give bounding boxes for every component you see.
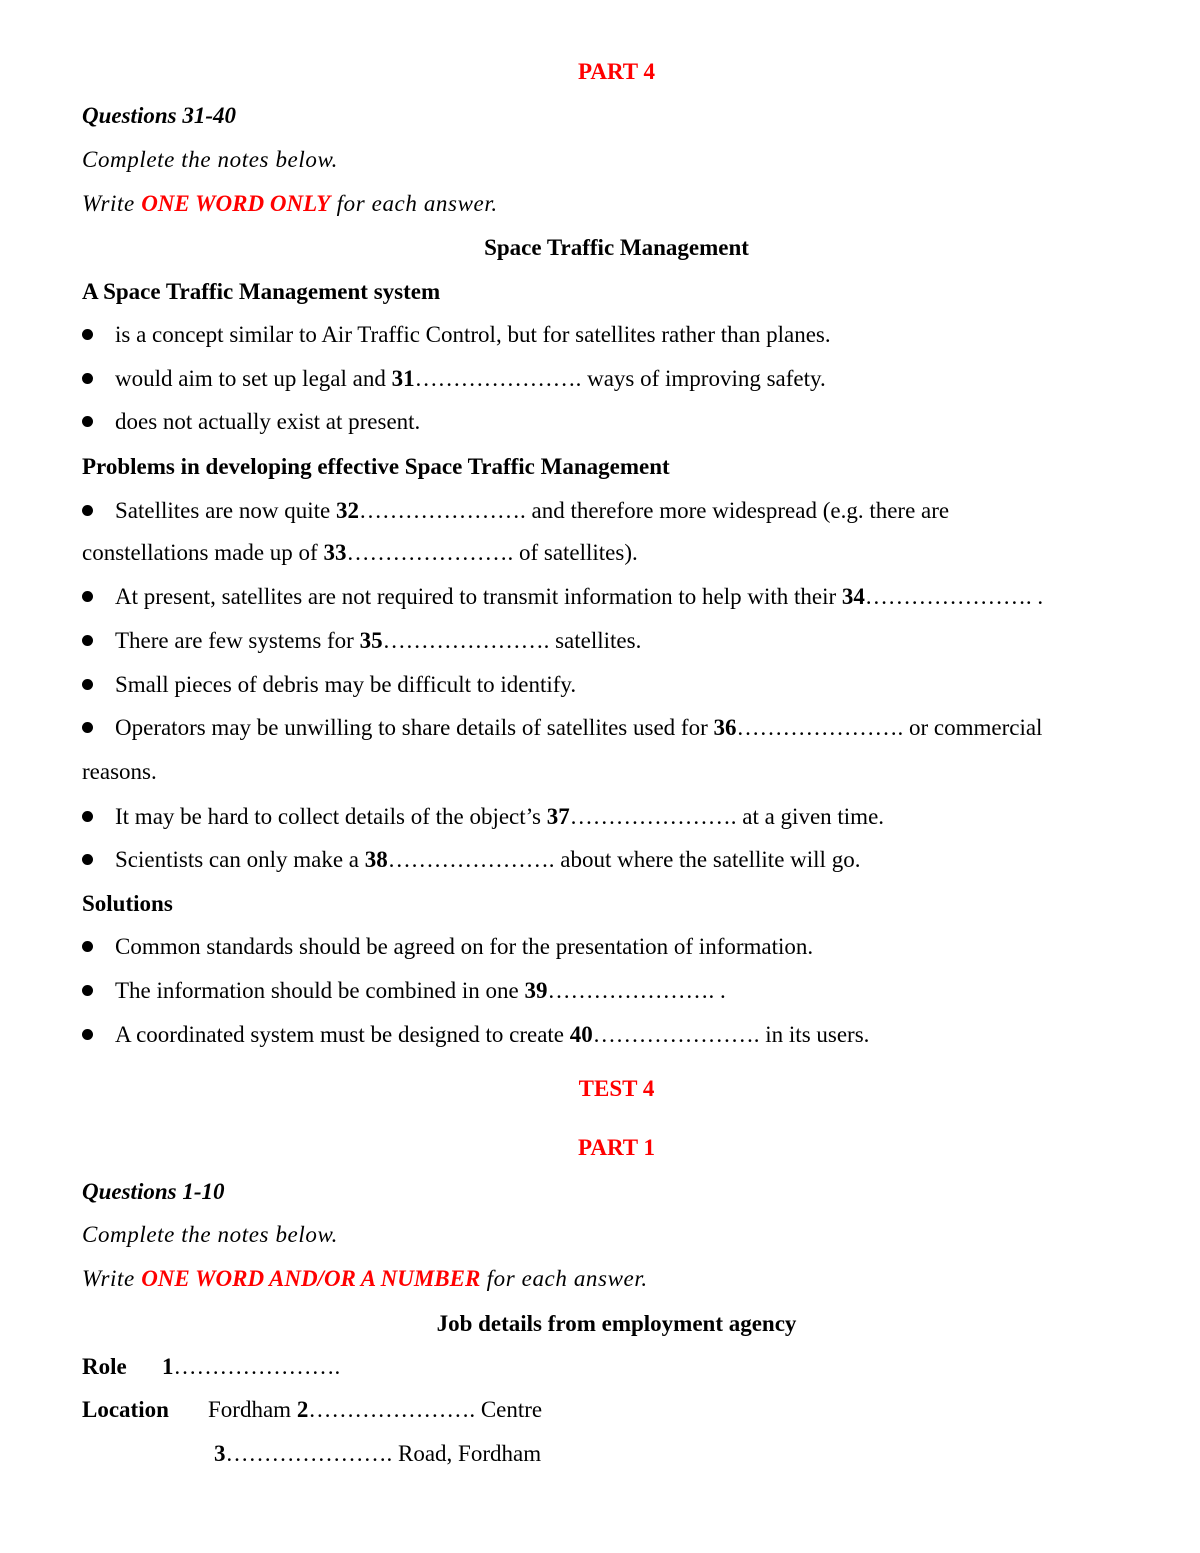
bullet-item — [82, 497, 949, 525]
bullet-item — [82, 321, 831, 349]
item-text: There are few systems for — [115, 628, 360, 653]
part1-questions: Questions 1-10 — [82, 1179, 225, 1204]
item-text: Satellites are now quite — [115, 498, 336, 523]
bullet-item — [82, 583, 1043, 611]
item-text: …………………. about where the satellite will go. — [387, 847, 861, 872]
item-text: …………………. or commercial — [736, 715, 1043, 740]
item-text: A coordinated system must be designed to create — [115, 1022, 570, 1047]
location-label: Location — [82, 1397, 169, 1422]
bullet-icon — [82, 679, 93, 690]
bullet-icon — [82, 722, 93, 733]
item-text: does not actually exist at present. — [115, 409, 421, 434]
item-text: is a concept similar to Air Traffic Control, but for satellites rather than planes. — [115, 322, 831, 347]
bullet-icon — [82, 591, 93, 602]
item-text: …………………. ways of improving safety. — [414, 366, 826, 391]
item-text: Operators may be unwilling to share details of satellites used for — [115, 715, 714, 740]
role-row — [82, 1353, 340, 1381]
bullet-item — [82, 1021, 869, 1049]
item-text: Fordham — [208, 1397, 297, 1422]
question-number: 2 — [296, 1397, 309, 1422]
bullet-icon — [82, 329, 93, 340]
bullet-item — [82, 365, 826, 393]
item-text: …………………. Road, Fordham — [225, 1441, 542, 1466]
section-heading: A Space Traffic Management system — [82, 279, 441, 304]
item-text: …………………. of satellites). — [346, 540, 638, 565]
item-text: …………………. Centre — [308, 1397, 543, 1422]
bullet-continuation: reasons. — [82, 759, 157, 784]
item-text: Scientists can only make a — [115, 847, 365, 872]
item-text: …………………. . — [864, 584, 1044, 609]
role-label: Role — [82, 1354, 127, 1379]
bullet-icon — [82, 854, 93, 865]
bullet-icon — [82, 416, 93, 427]
item-text: …………………. satellites. — [382, 628, 642, 653]
instruction-emphasis: ONE WORD AND/OR A NUMBER — [141, 1266, 481, 1291]
question-number: 38 — [364, 847, 388, 872]
part4-title: PART 4 — [578, 59, 655, 84]
item-text: …………………. in its users. — [592, 1022, 870, 1047]
test4-title: TEST 4 — [578, 1076, 655, 1101]
instruction-text: for each answer. — [480, 1266, 648, 1291]
bullet-icon — [82, 985, 93, 996]
question-number: 32 — [336, 498, 359, 523]
location-row — [82, 1396, 542, 1424]
question-number: 35 — [359, 628, 383, 653]
item-text: Small pieces of debris may be difficult to identify. — [115, 672, 577, 697]
bullet-icon — [82, 941, 93, 952]
question-number: 36 — [713, 715, 737, 740]
bullet-item — [82, 671, 576, 699]
item-text: The information should be combined in one — [115, 978, 525, 1003]
bullet-item — [82, 803, 884, 831]
question-number: 40 — [569, 1022, 593, 1047]
question-number: 31 — [391, 366, 415, 391]
item-text: …………………. . — [547, 978, 726, 1003]
item-text: It may be hard to collect details of the object’s — [115, 804, 547, 829]
bullet-item — [82, 977, 726, 1005]
question-number: 3 — [214, 1441, 226, 1466]
instruction-text: for each answer. — [330, 191, 498, 216]
item-text: Common standards should be agreed on for the presentation of information. — [115, 934, 814, 959]
question-number: 34 — [841, 584, 865, 609]
bullet-icon — [82, 811, 93, 822]
location-row-2 — [214, 1440, 541, 1468]
answer-blank: …………………. — [173, 1354, 341, 1379]
instruction-text: Write — [82, 191, 142, 216]
question-number: 33 — [323, 540, 347, 565]
notes-title: Job details from employment agency — [436, 1311, 797, 1336]
bullet-icon — [82, 373, 93, 384]
part1-instruction-1: Complete the notes below. — [82, 1222, 339, 1247]
bullet-item — [82, 846, 860, 874]
part4-instruction-1: Complete the notes below. — [82, 147, 339, 172]
bullet-icon — [82, 635, 93, 646]
bullet-icon — [82, 1029, 93, 1040]
item-text: …………………. and therefore more widespread (e.g. there are — [359, 498, 950, 523]
item-text: …………………. at a given time. — [569, 804, 885, 829]
bullet-item — [82, 408, 420, 436]
bullet-item — [82, 627, 641, 655]
instruction-text: Write — [82, 1266, 142, 1291]
question-number: 39 — [524, 978, 548, 1003]
notes-title: Space Traffic Management — [484, 235, 749, 260]
part1-instruction-2 — [82, 1265, 648, 1293]
item-text: At present, satellites are not required to transmit information to help with their — [115, 584, 842, 609]
bullet-icon — [82, 505, 93, 516]
bullet-item — [82, 933, 813, 961]
bullet-continuation — [82, 539, 638, 567]
item-text: would aim to set up legal and — [115, 366, 392, 391]
part4-instruction-2 — [82, 190, 498, 218]
question-number: 37 — [546, 804, 570, 829]
section-heading: Solutions — [82, 891, 173, 916]
item-text: constellations made up of — [82, 540, 324, 565]
bullet-item — [82, 714, 1042, 742]
part4-questions: Questions 31-40 — [82, 103, 236, 128]
question-number: 1 — [162, 1354, 174, 1379]
section-heading: Problems in developing effective Space Traffic Management — [82, 454, 670, 479]
part1-title: PART 1 — [578, 1135, 655, 1160]
instruction-emphasis: ONE WORD ONLY — [141, 191, 331, 216]
